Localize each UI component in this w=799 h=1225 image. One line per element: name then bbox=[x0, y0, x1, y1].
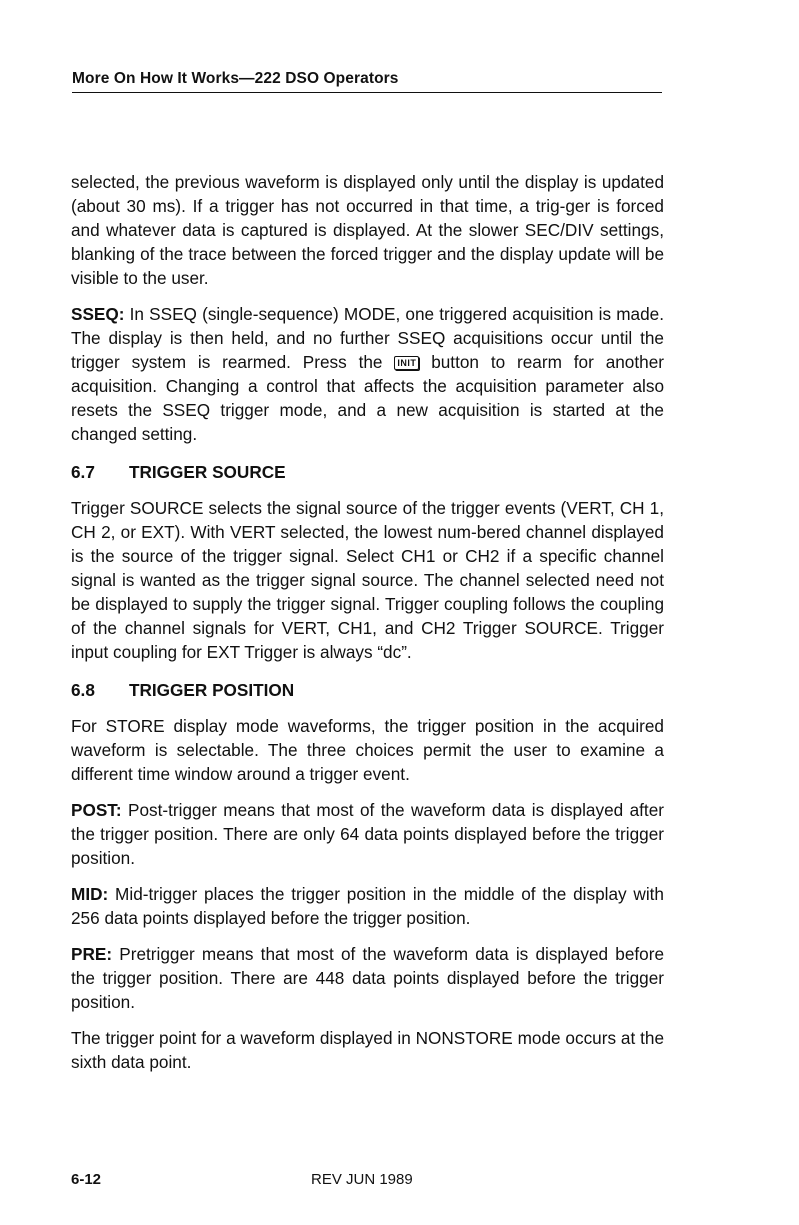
section-title: TRIGGER SOURCE bbox=[129, 462, 286, 482]
post-paragraph bbox=[71, 798, 664, 870]
mid-term: MID: bbox=[71, 884, 109, 904]
sseq-text-after-key: button to rearm for another acquisition. Changing a control that affects the acquisition parameter also resets the SSEQ trigger mode, and a new acquisition is started at the changed setting. bbox=[71, 352, 664, 444]
post-text: Post-trigger means that most of the waveform data is displayed after the trigger position. There are only 64 data points displayed before the trigger position. bbox=[71, 800, 664, 868]
section-number: 6.7 bbox=[71, 462, 95, 482]
post-term: POST: bbox=[71, 800, 122, 820]
page-number: 6-12 bbox=[71, 1171, 102, 1188]
mid-paragraph bbox=[71, 882, 664, 930]
section-number: 6.8 bbox=[71, 680, 95, 700]
section-title: TRIGGER POSITION bbox=[129, 680, 295, 700]
sseq-term: SSEQ: bbox=[71, 304, 125, 324]
sseq-text-before-key: In SSEQ (single-sequence) MODE, one triggered acquisition is made. The display is then held, and no further SSEQ acquisitions occur until the trigger system is rearmed. Press the bbox=[71, 304, 664, 372]
trigger-position-paragraph: For STORE display mode waveforms, the trigger position in the acquired waveform is selectable. The three choices permit the user to examine a different time window around a trigger event. bbox=[71, 716, 664, 784]
intro-paragraph: selected, the previous waveform is displayed only until the display is updated (about 30 ms). If a trigger has not occurred in that time, a trig-ger is forced and whatever data is captured is displayed. At the slower SEC/DIV settings, blanking of the trace between the forced trigger and the display update will be visible to the user. bbox=[71, 172, 664, 288]
running-header bbox=[72, 70, 662, 93]
sseq-paragraph bbox=[71, 302, 664, 446]
trigger-source-paragraph: Trigger SOURCE selects the signal source of the trigger events (VERT, CH 1, CH 2, or EXT). With VERT selected, the lowest num-bered channel displayed is the source of the trigger signal. Select CH1 or CH2 if a specific channel signal is wanted as the trigger signal source. The channel selected need not be displayed to supply the trigger signal. Trigger coupling follows the coupling of the channel signals for VERT, CH1, and CH2 Trigger SOURCE. Trigger input coupling for EXT Trigger is always “dc”. bbox=[71, 498, 664, 662]
init-key-icon: INIT bbox=[394, 356, 419, 370]
header-title: More On How It Works—222 DSO Operators bbox=[72, 70, 399, 87]
pre-paragraph bbox=[71, 942, 664, 1014]
section-heading-6-8 bbox=[71, 678, 664, 702]
revision-date: REV JUN 1989 bbox=[311, 1171, 413, 1188]
section-heading-6-7 bbox=[71, 460, 664, 484]
pre-text: Pretrigger means that most of the waveform data is displayed before the trigger position. There are 448 data points displayed before the trigger position. bbox=[71, 944, 664, 1012]
nonstore-paragraph: The trigger point for a waveform displayed in NONSTORE mode occurs at the sixth data point. bbox=[71, 1028, 664, 1072]
pre-term: PRE: bbox=[71, 944, 113, 964]
page-body bbox=[71, 170, 664, 1086]
mid-text: Mid-trigger places the trigger position in the middle of the display with 256 data points displayed before the trigger position. bbox=[71, 884, 664, 928]
